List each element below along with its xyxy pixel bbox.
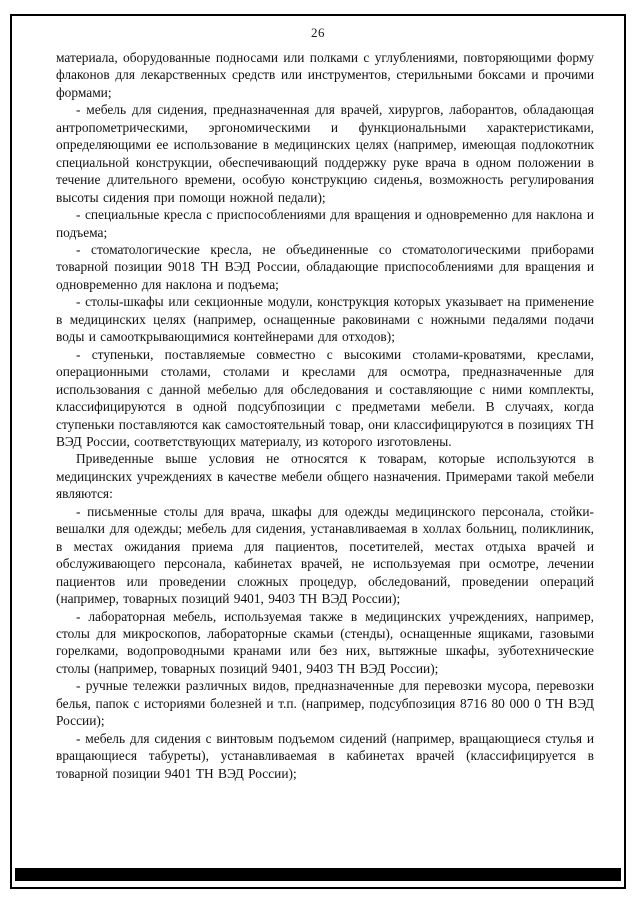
scan-artifact-bar xyxy=(15,868,621,881)
paragraph: - мебель для сидения, предназначенная для врачей, хирургов, лаборантов, обладающая антропометрическими, эргономическими и функциональными характеристиками, определяющими ее использование в медицинских целях (например, имеющая подлокотник специальной конструкции, обеспечивающий поддержку руке врача в одном положении в течение длительного времени, особую конструкцию сиденья, возможность регулирования высоты сидения при помощи ножной педали); xyxy=(56,102,594,205)
paragraph: - письменные столы для врача, шкафы для одежды медицинского персонала, стойки-вешалки для одежды; мебель для сидения, устанавливаемая в холлах больниц, поликлиник, в местах ожидания приема для пациентов, посетителей, местах отдыха врачей и обслуживающего персонала, кабинетах врачей, не используемая при осмотре, лечении пациентов или проведении сложных процедур, обследований, проведении операций (например, товарных позиций 9401, 9403 ТН ВЭД России); xyxy=(56,503,594,607)
paragraph: - специальные кресла с приспособлениями для вращения и одновременно для наклона и подъема; xyxy=(56,207,594,240)
paragraph: - стоматологические кресла, не объединенные со стоматологическими приборами товарной позиции 9018 ТН ВЭД России, обладающие приспособлениями для вращения и одновременно для наклона и подъема; xyxy=(56,241,594,292)
page-border-frame xyxy=(10,14,626,889)
paragraph: - лабораторная мебель, используемая также в медицинских учреждениях, например, столы для микроскопов, лабораторные скамьи (стенды), оснащенные ящиками, газовыми горелками, водопроводными кранами или без них, вытяжные шкафы, зуботехнические столы (например, товарных позиций 9401, 9403 ТН ВЭД России); xyxy=(56,608,594,676)
paragraph: - столы-шкафы или секционные модули, конструкция которых указывает на применение в медицинских целях (например, оснащенные раковинами с ножными педалями подачи воды и самооткрывающимися контейнерами для отходов); xyxy=(56,294,594,345)
paragraph: Приведенные выше условия не относятся к товарам, которые используются в медицинских учреждениях в качестве мебели общего назначения. Примерами такой мебели являются: xyxy=(56,451,594,502)
paragraph: - ступеньки, поставляемые совместно с высокими столами-кроватями, креслами, операционными столами, столами и креслами для осмотра, предназначенные для использования с данной мебелью для обследования и составляющие с ними комплекты, классифицируются в одной подсубпозиции с предметами мебели. В случаях, когда ступеньки поставляются как самостоятельный товар, они классифицируются в позициях ТН ВЭД России, соответствующих материалу, из которого изготовлены. xyxy=(56,346,594,449)
paragraph: материала, оборудованные подносами или полками с углублениями, повторяющими форму флаконов для лекарственных средств или инструментов, стерильными боксами и прочими формами; xyxy=(56,50,594,100)
paragraph: - ручные тележки различных видов, предназначенные для перевозки мусора, перевозки белья, папок с историями болезней и т.п. (например, подсубпозиция 8716 80 000 0 ТН ВЭД России); xyxy=(56,678,594,729)
page-number: 26 xyxy=(311,25,325,40)
paragraph: - мебель для сидения с винтовым подъемом сидений (например, вращающиеся стулья и вращающиеся табуреты), устанавливаемая в кабинетах врачей (классифицируется в товарной позиции 9401 ТН ВЭД России); xyxy=(56,730,594,781)
page-content xyxy=(56,49,594,782)
